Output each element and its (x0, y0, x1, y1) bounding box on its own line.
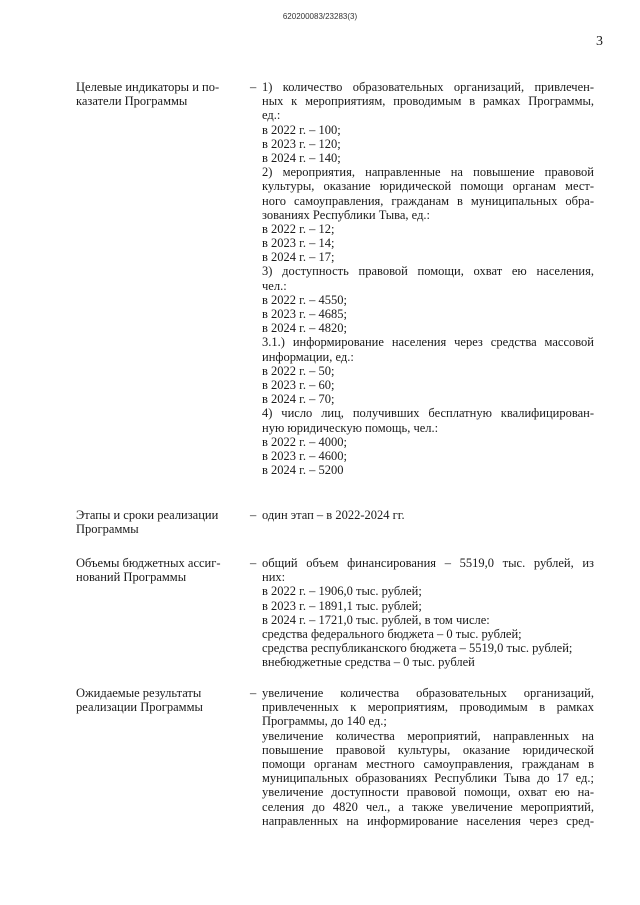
dash: – (250, 556, 257, 570)
content-line: ную юридическую помощь, чел.: (262, 420, 439, 435)
content-line: в 2023 г. – 14; (262, 236, 335, 251)
row-label (76, 686, 246, 714)
content-line: селения до 4820 чел., а также увеличение мероприятий, (262, 799, 594, 814)
content-line: Программы, до 140 ед.; (262, 714, 387, 729)
content-line: общий объем финансирования – 5519,0 тыс. рублей, из (262, 556, 594, 570)
row-label (76, 556, 246, 584)
label-line: нований Программы (76, 570, 187, 585)
dash: – (250, 80, 257, 94)
row-label (76, 508, 246, 536)
content-line: 3) доступность правовой помощи, охват ею населения, (262, 264, 594, 279)
content-line: средства республиканского бюджета – 5519,0 тыс. рублей; (262, 641, 573, 656)
label-line: Ожидаемые результаты (76, 686, 202, 700)
document-code: 620200083/23283(3) (282, 12, 358, 21)
content-line: зованиях Республики Тыва, ед.: (262, 207, 431, 222)
content-line: информации, ед.: (262, 349, 354, 364)
content-line: средства федерального бюджета – 0 тыс. рублей; (262, 626, 522, 641)
content-line: увеличение количества мероприятий, направленных на (262, 728, 594, 743)
page-number: 3 (596, 34, 603, 49)
content-line: повышение правовой культуры, оказание юридической (262, 742, 594, 757)
label-line: Объемы бюджетных ассиг- (76, 556, 221, 570)
row-label (76, 80, 246, 108)
content-line: чел.: (262, 278, 287, 293)
content-line: 4) число лиц, получивших бесплатную квалифицирован- (262, 406, 594, 421)
content-line: увеличение количества образовательных организаций, (262, 686, 594, 700)
content-line: культуры, оказание юридической помощи органам мест- (262, 179, 594, 194)
content-line: один этап – в 2022-2024 гг. (262, 508, 405, 522)
content-line: в 2023 г. – 4600; (262, 448, 347, 463)
content-line: 3.1.) информирование населения через средства массовой (262, 335, 594, 350)
dash: – (250, 508, 257, 522)
content-line: в 2024 г. – 140; (262, 150, 341, 165)
content-line: в 2023 г. – 120; (262, 136, 341, 151)
content-line: в 2024 г. – 17; (262, 250, 335, 265)
content-line: в 2024 г. – 1721,0 тыс. рублей, в том числе: (262, 612, 490, 627)
label-line: реализации Программы (76, 700, 203, 715)
content-line: в 2023 г. – 60; (262, 377, 335, 392)
dash: – (250, 686, 257, 700)
content-line: в 2022 г. – 100; (262, 122, 341, 137)
content-line: в 2022 г. – 4550; (262, 292, 347, 307)
content-line: в 2023 г. – 1891,1 тыс. рублей; (262, 598, 422, 613)
content-line: ед.: (262, 108, 281, 123)
content-line: в 2023 г. – 4685; (262, 307, 347, 321)
content-line: направленных на информирование населения через сред- (262, 813, 594, 828)
content-line: помощи органам местного самоуправления, гражданам в (262, 756, 594, 771)
content-line: них: (262, 570, 286, 585)
content-line: 2) мероприятия, направленные на повышение правовой (262, 165, 594, 180)
row-content (262, 80, 594, 477)
label-line: Целевые индикаторы и по- (76, 80, 220, 94)
content-line: в 2022 г. – 50; (262, 363, 335, 378)
content-line: привлеченных к мероприятиям, проводимым в рамках (262, 700, 594, 715)
content-line: 1) количество образовательных организаций, привлечен- (262, 80, 594, 94)
content-line: увеличение доступности правовой помощи, охват ею на- (262, 785, 594, 800)
row-content (262, 556, 594, 670)
content-line: в 2022 г. – 1906,0 тыс. рублей; (262, 584, 422, 599)
label-line: казатели Программы (76, 94, 188, 109)
label-line: Этапы и сроки реализации (76, 508, 219, 522)
content-line: в 2024 г. – 5200 (262, 463, 344, 478)
content-line: муниципальных образованиях Республики Тыва до 17 ед.; (262, 771, 594, 786)
content-line: в 2024 г. – 70; (262, 392, 335, 407)
content-line: внебюджетные средства – 0 тыс. рублей (262, 655, 475, 670)
content-line: в 2022 г. – 12; (262, 221, 335, 236)
content-line: в 2022 г. – 4000; (262, 434, 347, 449)
label-line: Программы (76, 522, 139, 537)
content-line: ного самоуправления, гражданам в муниципальных обра- (262, 193, 594, 208)
content-line: в 2024 г. – 4820; (262, 321, 347, 336)
content-line: ных к мероприятиям, проводимым в рамках Программы, (262, 94, 594, 109)
row-content (262, 686, 594, 828)
row-content (262, 508, 594, 522)
